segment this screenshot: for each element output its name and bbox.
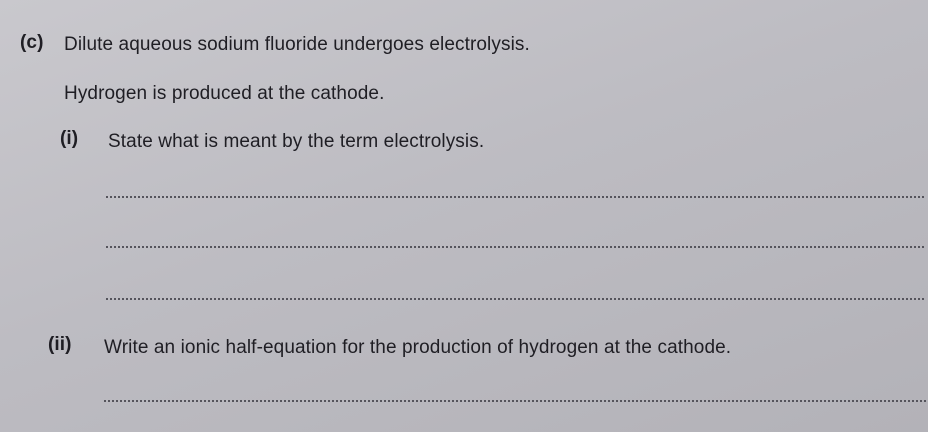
answer-line-i-1[interactable] [106, 196, 924, 198]
part-ii-question: Write an ionic half-equation for the production of hydrogen at the cathode. [104, 337, 732, 358]
part-i-question: State what is meant by the term electrolysis. [108, 131, 485, 152]
answer-line-ii-1[interactable] [104, 400, 926, 402]
question-c-label: (c) [20, 32, 44, 53]
answer-line-i-3[interactable] [106, 298, 924, 300]
answer-line-i-2[interactable] [106, 246, 924, 248]
part-i-label: (i) [60, 128, 79, 149]
part-ii-label: (ii) [48, 334, 72, 355]
question-c-text: Dilute aqueous sodium fluoride undergoes electrolysis. [64, 34, 530, 55]
question-c-context: Hydrogen is produced at the cathode. [64, 83, 385, 104]
